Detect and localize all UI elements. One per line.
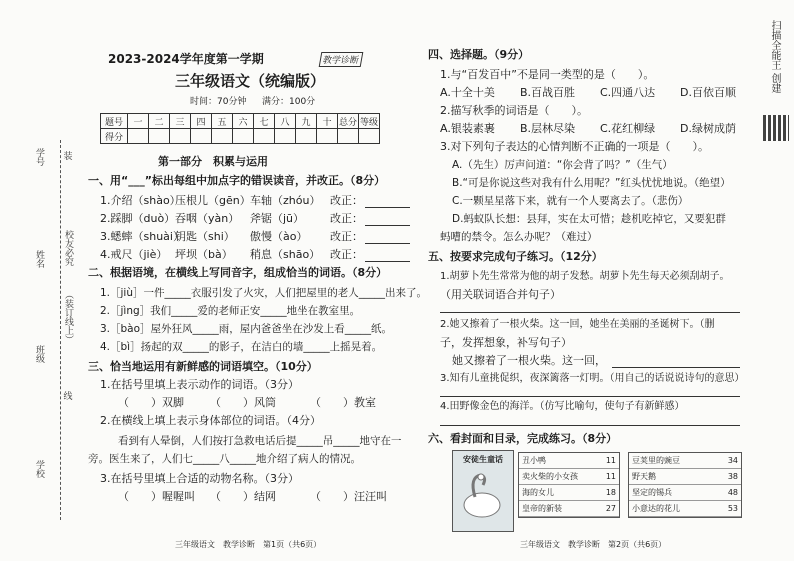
toc-entry-page: 27: [605, 504, 616, 513]
toc-entry-page: 53: [727, 504, 738, 513]
q4-sub3-opt-c[interactable]: C.一颗星星落下来，就有一个人要离去了。（悲伤）: [452, 195, 689, 207]
question-4-title: 四、选择题。（9分）: [428, 48, 530, 61]
q1-row1-b: 压根儿（gēn）: [175, 194, 251, 207]
score-input-cell[interactable]: [296, 129, 317, 144]
q2-item-4: 4.［bì］扬起的双_____的影子，在洁白的墙_____上摇晃着。: [100, 341, 383, 353]
q1-row4-a: 4.戒尺（jiè）: [100, 248, 168, 261]
score-input-cell[interactable]: [149, 129, 170, 144]
q1-row2-c: 斧锯（jū）: [250, 212, 305, 225]
q2-item-1: 1.［jiù］一件_____衣服引发了火灾，人们把屋里的老人_____出来了。: [100, 287, 428, 299]
q1-row4-fix: 改正：: [330, 248, 363, 261]
q3-sub3-item1: （ ）喔喔叫: [118, 490, 195, 503]
q4-sub2-opt-b[interactable]: B.层林尽染: [520, 122, 576, 135]
q5-sub1-line2: （用关联词语合并句子）: [440, 288, 561, 301]
toc-entry[interactable]: [519, 485, 619, 501]
book-cover: [452, 450, 514, 532]
score-input-cell[interactable]: [128, 129, 149, 144]
score-input-cell[interactable]: [275, 129, 296, 144]
q3-sub1: 1.在括号里填上表示动作的词语。（3分）: [100, 378, 299, 391]
binding-line: [60, 140, 61, 520]
question-2-title: 二、根据语境，在横线上写同音字，组成恰当的词语。（8分）: [88, 266, 388, 279]
toc-entry-page: 11: [605, 472, 616, 481]
part1-heading: 第一部分 积累与运用: [158, 155, 268, 168]
q3-sub2-text2: 旁。医生来了，人们七_____八_____地介绍了病人的情况。: [88, 453, 361, 465]
toc-entry-page: 11: [605, 456, 616, 465]
toc-entry-page: 48: [727, 488, 738, 497]
toc-entry[interactable]: [629, 485, 741, 501]
side-label-xingming: 姓名: [34, 250, 44, 268]
q3-sub2-text1: 看到有人晕倒，人们按打急救电话后提_____吊_____地守在一: [118, 435, 402, 447]
toc-entry-page: 34: [727, 456, 738, 465]
toc-entry[interactable]: [519, 469, 619, 485]
exam-total-score: 满分：100分: [262, 97, 316, 107]
score-cell: 得分: [101, 129, 128, 144]
qr-code-icon: [763, 115, 789, 141]
toc-entry-title: 野天鹅: [632, 472, 656, 481]
footer-right: 三年级语文 教学诊断 第2页（共6页）: [520, 540, 667, 549]
q3-sub1-item1: （ ）双脚: [118, 396, 184, 409]
score-input-cell[interactable]: [338, 129, 359, 144]
score-cell: 总分: [338, 114, 359, 129]
score-cell: 一: [128, 114, 149, 129]
side-label-xiaoyou: 校友必究: [63, 230, 73, 266]
q4-sub1-opt-b[interactable]: B.百战百胜: [520, 86, 576, 99]
q3-sub3: 3.在括号里填上合适的动物名称。（3分）: [100, 472, 299, 485]
answer-line[interactable]: [612, 367, 740, 368]
toc-right: [628, 452, 742, 518]
q4-sub3-opt-b[interactable]: B.“可是你说这些对我有什么用呢？”红头忧忧地说。（绝望）: [452, 177, 731, 189]
score-cell: 十: [317, 114, 338, 129]
q1-row1-fix: 改正：: [330, 194, 363, 207]
q4-sub3-opt-d-line2: 蚂嘈的禁令。怎么办呢？（难过）: [440, 231, 598, 243]
q4-sub2-opt-a[interactable]: A.银装素裹: [440, 122, 495, 135]
q1-row2-fix: 改正：: [330, 212, 363, 225]
q4-sub2-opt-d[interactable]: D.绿树成荫: [680, 122, 736, 135]
q4-sub2-opt-c[interactable]: C.花红柳绿: [600, 122, 656, 135]
q3-sub3-item2: （ ）结网: [210, 490, 276, 503]
q1-row1-a: 1.介绍（shào）: [100, 194, 181, 207]
score-input-cell[interactable]: [254, 129, 275, 144]
score-cell: 四: [191, 114, 212, 129]
q4-sub2: 2.描写秋季的词语是（ ）。: [440, 104, 588, 117]
q1-row2-b: 吞咽（yàn）: [175, 212, 240, 225]
toc-entry[interactable]: [629, 453, 741, 469]
side-label-banji: 班级: [34, 345, 44, 363]
score-cell: 九: [296, 114, 317, 129]
score-table-header-row: [101, 114, 380, 129]
question-6-title: 六、看封面和目录，完成练习。（8分）: [428, 432, 618, 445]
question-3-title: 三、恰当地运用有新鲜感的词语填空。（10分）: [88, 360, 318, 373]
q1-row2-a: 2.踩脚（duò）: [100, 212, 176, 225]
score-cell: 六: [233, 114, 254, 129]
answer-line[interactable]: [440, 425, 740, 426]
footer-left: 三年级语文 教学诊断 第1页（共6页）: [175, 540, 322, 549]
toc-entry[interactable]: [629, 501, 741, 517]
q3-sub3-item3: （ ）汪汪叫: [310, 490, 387, 503]
side-label-xian: 线: [63, 392, 73, 402]
side-label-xuehao: 学号: [34, 148, 44, 166]
q4-sub1-opt-c[interactable]: C.四通八达: [600, 86, 656, 99]
toc-entry[interactable]: [519, 453, 619, 469]
score-table: [100, 113, 380, 144]
answer-line[interactable]: [365, 261, 410, 262]
q5-sub2-line3: 她又擦着了一根火柴。这一回，: [452, 354, 606, 367]
score-input-cell[interactable]: [191, 129, 212, 144]
answer-line[interactable]: [365, 225, 410, 226]
toc-entry-title: 皇帝的新装: [522, 504, 562, 513]
q1-row3-c: 傲慢（ào）: [250, 230, 308, 243]
scanner-watermark: 扫描全能王 创建: [769, 20, 780, 94]
q3-sub2: 2.在横线上填上表示身体部位的词语。（4分）: [100, 414, 321, 427]
score-cell: 等级: [359, 114, 380, 129]
diagnosis-stamp: 教学诊断: [319, 52, 364, 67]
toc-entry-page: 18: [605, 488, 616, 497]
question-1-title: 一、用“___”标出每组中加点字的错误读音，并改正。（8分）: [88, 174, 386, 187]
score-cell: 题号: [101, 114, 128, 129]
score-cell: 三: [170, 114, 191, 129]
score-cell: 八: [275, 114, 296, 129]
toc-entry-title: 坚定的锡兵: [632, 488, 672, 497]
score-input-cell[interactable]: [170, 129, 191, 144]
score-cell: 五: [212, 114, 233, 129]
score-cell: 二: [149, 114, 170, 129]
toc-entry-title: 丑小鸭: [522, 456, 546, 465]
q5-sub3: 3.知有儿童挑促织，夜深篱落一灯明。（用自己的话说说诗句的意思）: [440, 373, 745, 384]
toc-entry[interactable]: [519, 501, 619, 517]
q4-sub1-opt-a[interactable]: A.十全十美: [440, 86, 495, 99]
cover-title: 安徒生童话: [463, 455, 503, 464]
answer-line[interactable]: [365, 243, 410, 244]
toc-entry-page: 38: [727, 472, 738, 481]
toc-entry-title: 豆荚里的豌豆: [632, 456, 680, 465]
q3-sub1-item2: （ ）风筒: [210, 396, 276, 409]
question-5-title: 五、按要求完成句子练习。（12分）: [428, 250, 603, 263]
side-label-dingji: （装订线上）: [63, 290, 73, 344]
q2-item-2: 2.［jìng］我们_____爱的老师正安_____地坐在教室里。: [100, 305, 361, 317]
answer-line[interactable]: [440, 312, 740, 313]
answer-line[interactable]: [440, 396, 740, 397]
side-label-zhuang: 装: [63, 152, 73, 162]
page-title: 三年级语文（统编版）: [175, 72, 326, 90]
q4-sub1: 1.与“百发百中”不是同一类型的是（ ）。: [440, 68, 655, 81]
q1-row4-b: 坪坝（bà）: [175, 248, 233, 261]
year-term: 2023-2024学年度第一学期: [108, 52, 264, 66]
exam-time: 时间：70分钟: [190, 97, 247, 107]
answer-line[interactable]: [365, 207, 410, 208]
toc-entry-title: 海的女儿: [522, 488, 554, 497]
q2-item-3: 3.［bào］屋外狂风_____雨，屋内爸爸坐在沙发上看_____纸。: [100, 323, 393, 335]
score-table-score-row: [101, 129, 380, 144]
q1-row3-b: 钥匙（shi）: [175, 230, 235, 243]
q4-sub3-opt-a[interactable]: A.（先生）厉声问道：“你会背了吗？”（生气）: [452, 159, 673, 171]
score-input-cell[interactable]: [359, 129, 380, 144]
score-input-cell[interactable]: [212, 129, 233, 144]
swan-illustration: [453, 465, 511, 525]
q4-sub1-opt-d[interactable]: D.百依百顺: [680, 86, 736, 99]
toc-entry[interactable]: [629, 469, 741, 485]
score-input-cell[interactable]: [317, 129, 338, 144]
toc-left: [518, 452, 620, 518]
q5-sub4: 4.田野像金色的海洋。（仿写比喻句，使句子有新鲜感）: [440, 401, 685, 412]
q1-row3-a: 3.蟋蟀（shuài）: [100, 230, 184, 243]
q1-row1-c: 车轴（zhóu）: [250, 194, 321, 207]
q4-sub3: 3.对下列句子表达的心情判断不正确的一项是（ ）。: [440, 140, 709, 153]
side-label-xuexiao: 学校: [34, 460, 44, 478]
toc-entry-title: 卖火柴的小女孩: [522, 472, 578, 481]
q4-sub3-opt-d-line1[interactable]: D.蚂蚁队长想：县拜，实在太可惜；趁机吃掉它，又要犯群: [452, 213, 726, 225]
q5-sub2-line2: 子，发挥想象，补写句子）: [440, 336, 572, 349]
score-cell: 七: [254, 114, 275, 129]
q3-sub1-item3: （ ）教室: [310, 396, 376, 409]
q1-row3-fix: 改正：: [330, 230, 363, 243]
toc-entry-title: 小意达的花儿: [632, 504, 680, 513]
q1-row4-c: 稍息（shāo）: [250, 248, 321, 261]
q5-sub2-line1: 2.她又擦着了一根火柴。这一回，她坐在美丽的圣诞树下。（删: [440, 319, 715, 330]
score-input-cell[interactable]: [233, 129, 254, 144]
q5-sub1-line1: 1.胡萝卜先生常常为他的胡子发愁。胡萝卜先生每天必须刮胡子。: [440, 271, 730, 282]
